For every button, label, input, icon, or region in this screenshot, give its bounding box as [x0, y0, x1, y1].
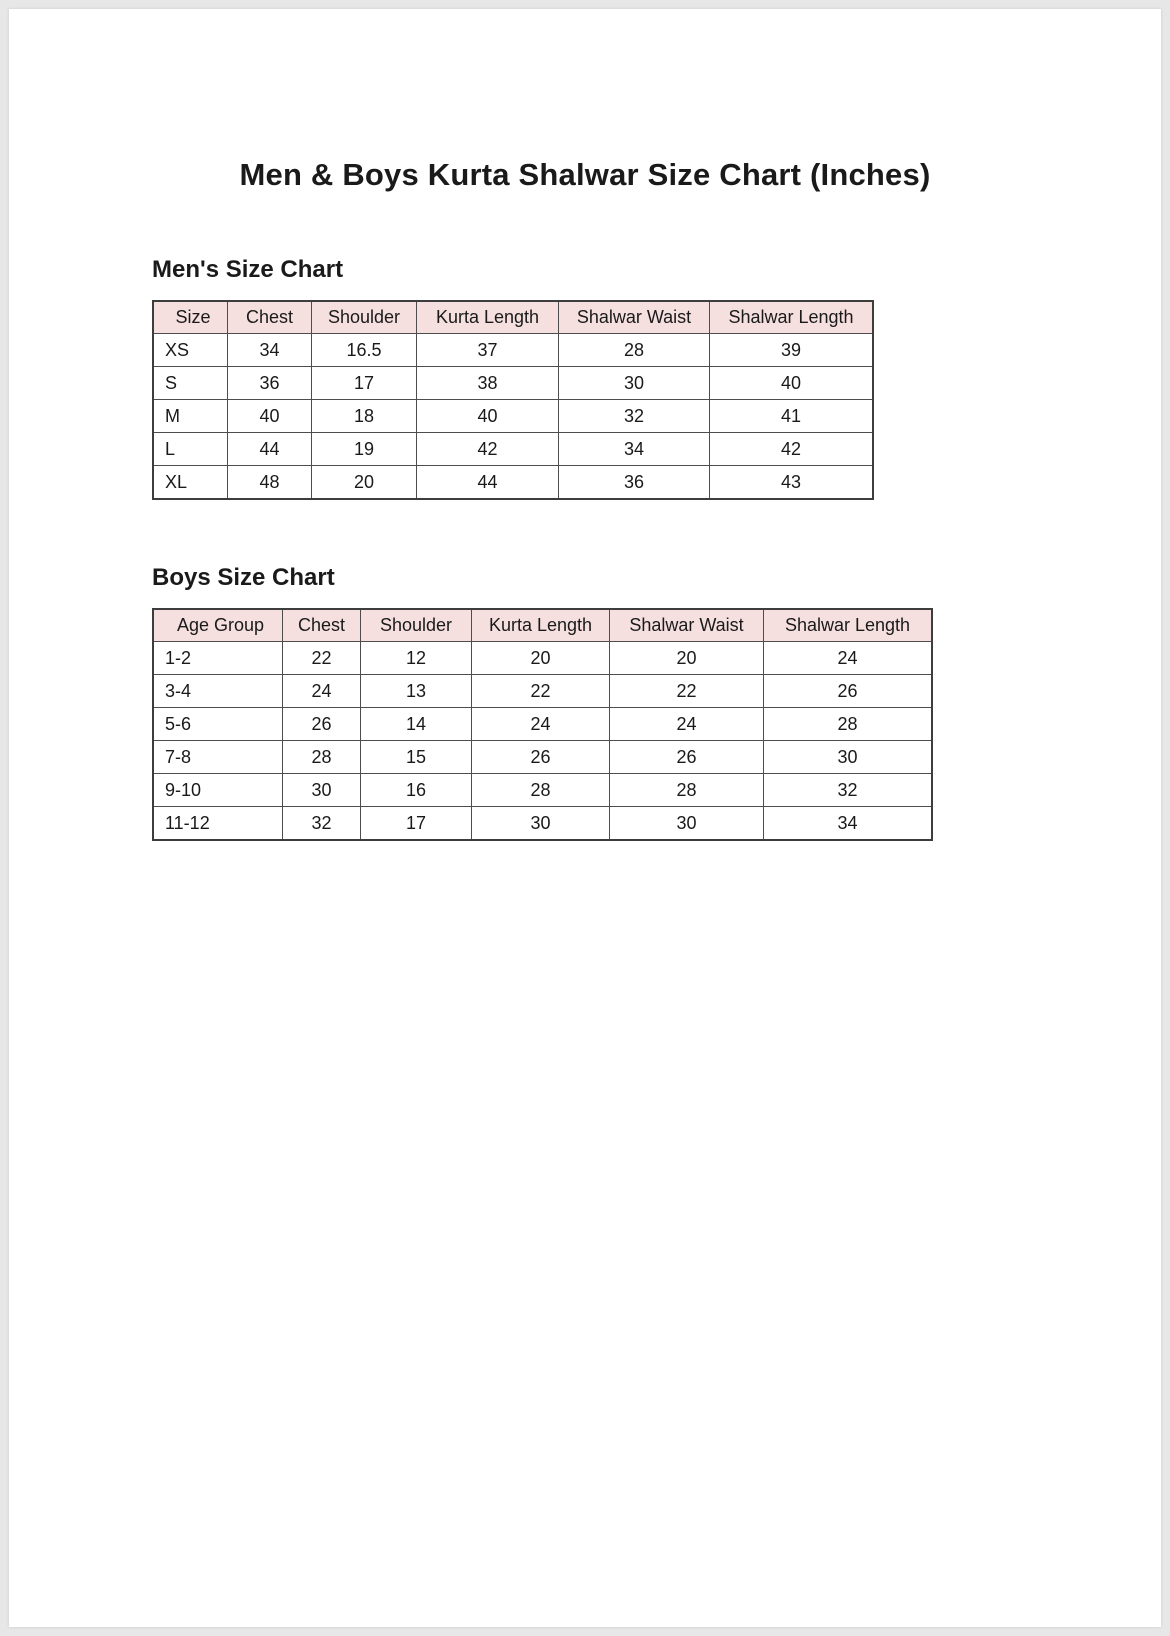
table-row	[153, 367, 873, 400]
boys-size-table	[152, 608, 933, 841]
table-cell: 24	[610, 708, 764, 741]
table-cell: 28	[610, 774, 764, 807]
table-cell: L	[153, 433, 228, 466]
table-row	[153, 466, 873, 500]
table-header-cell: Shalwar Waist	[559, 301, 710, 334]
table-cell: 19	[312, 433, 417, 466]
table-cell: 5-6	[153, 708, 283, 741]
table-cell: 40	[417, 400, 559, 433]
mens-size-table	[152, 300, 874, 500]
table-cell: 30	[472, 807, 610, 841]
table-cell: 22	[472, 675, 610, 708]
table-header-row	[153, 609, 932, 642]
table-cell: XL	[153, 466, 228, 500]
table-header-cell: Kurta Length	[472, 609, 610, 642]
table-cell: 20	[610, 642, 764, 675]
table-cell: 12	[361, 642, 472, 675]
table-cell: 26	[610, 741, 764, 774]
table-header-cell: Chest	[228, 301, 312, 334]
table-cell: 34	[559, 433, 710, 466]
table-cell: 37	[417, 334, 559, 367]
table-cell: 3-4	[153, 675, 283, 708]
table-cell: 44	[417, 466, 559, 500]
table-cell: 48	[228, 466, 312, 500]
table-cell: 28	[764, 708, 933, 741]
table-header-cell: Age Group	[153, 609, 283, 642]
table-cell: 24	[283, 675, 361, 708]
table-cell: 41	[710, 400, 874, 433]
table-cell: 30	[764, 741, 933, 774]
table-cell: 22	[283, 642, 361, 675]
table-header-cell: Shalwar Waist	[610, 609, 764, 642]
table-header-cell: Size	[153, 301, 228, 334]
table-header-cell: Shalwar Length	[710, 301, 874, 334]
table-cell: 17	[361, 807, 472, 841]
table-cell: 17	[312, 367, 417, 400]
table-cell: 20	[312, 466, 417, 500]
table-cell: 30	[283, 774, 361, 807]
table-cell: M	[153, 400, 228, 433]
table-cell: 28	[472, 774, 610, 807]
table-cell: 16.5	[312, 334, 417, 367]
table-row	[153, 400, 873, 433]
mens-size-section	[152, 193, 1161, 500]
table-cell: 32	[559, 400, 710, 433]
table-cell: 28	[559, 334, 710, 367]
table-cell: 24	[764, 642, 933, 675]
table-cell: 34	[228, 334, 312, 367]
table-header-cell: Kurta Length	[417, 301, 559, 334]
table-cell: 7-8	[153, 741, 283, 774]
table-cell: 36	[228, 367, 312, 400]
table-cell: 14	[361, 708, 472, 741]
table-cell: 28	[283, 741, 361, 774]
table-row	[153, 708, 932, 741]
table-cell: 34	[764, 807, 933, 841]
table-row	[153, 741, 932, 774]
table-header-cell: Shoulder	[361, 609, 472, 642]
table-cell: 24	[472, 708, 610, 741]
table-header-cell: Shalwar Length	[764, 609, 933, 642]
table-cell: 43	[710, 466, 874, 500]
table-cell: 26	[472, 741, 610, 774]
table-cell: 26	[764, 675, 933, 708]
table-cell: 18	[312, 400, 417, 433]
table-cell: 26	[283, 708, 361, 741]
table-cell: 44	[228, 433, 312, 466]
table-cell: 40	[228, 400, 312, 433]
table-row	[153, 642, 932, 675]
table-cell: 30	[610, 807, 764, 841]
table-cell: S	[153, 367, 228, 400]
boys-size-chart-heading: Boys Size Chart	[152, 564, 335, 591]
table-row	[153, 807, 932, 841]
table-cell: 13	[361, 675, 472, 708]
boys-size-section	[152, 500, 1161, 841]
table-header-row	[153, 301, 873, 334]
table-cell: XS	[153, 334, 228, 367]
table-cell: 20	[472, 642, 610, 675]
table-cell: 39	[710, 334, 874, 367]
mens-size-chart-heading: Men's Size Chart	[152, 256, 344, 283]
table-cell: 32	[283, 807, 361, 841]
table-cell: 38	[417, 367, 559, 400]
table-cell: 36	[559, 466, 710, 500]
table-cell: 11-12	[153, 807, 283, 841]
table-row	[153, 675, 932, 708]
table-cell: 30	[559, 367, 710, 400]
page-title: Men & Boys Kurta Shalwar Size Chart (Inches)	[239, 157, 931, 192]
table-cell: 9-10	[153, 774, 283, 807]
table-cell: 42	[710, 433, 874, 466]
table-header-cell: Shoulder	[312, 301, 417, 334]
table-cell: 16	[361, 774, 472, 807]
table-cell: 40	[710, 367, 874, 400]
table-row	[153, 334, 873, 367]
table-row	[153, 433, 873, 466]
table-cell: 1-2	[153, 642, 283, 675]
table-cell: 22	[610, 675, 764, 708]
document-page	[9, 9, 1161, 1627]
table-cell: 32	[764, 774, 933, 807]
table-cell: 15	[361, 741, 472, 774]
table-cell: 42	[417, 433, 559, 466]
table-header-cell: Chest	[283, 609, 361, 642]
table-row	[153, 774, 932, 807]
